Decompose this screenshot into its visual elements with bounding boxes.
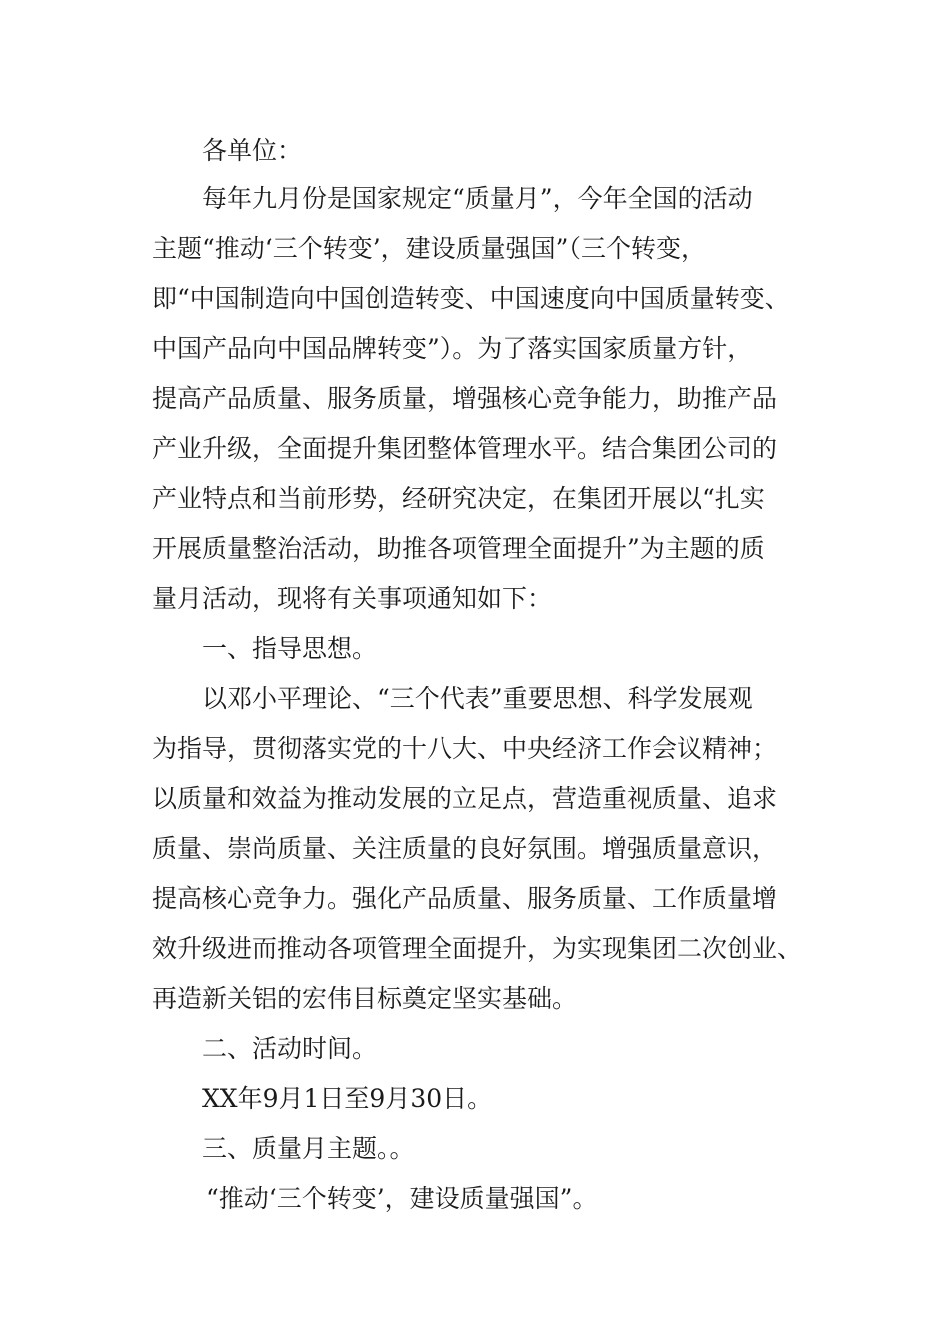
paragraph-line: 产业特点和当前形势，经研究决定，在集团开展以“扎实 <box>152 484 765 513</box>
paragraph-line: 每年九月份是国家规定“质量月”，今年全国的活动 <box>202 184 753 213</box>
section-heading-guiding-ideology: 一、指导思想。 <box>202 634 378 663</box>
paragraph-line: 即“中国制造向中国创造转变、中国速度向中国质量转变、 <box>152 284 790 313</box>
salutation: 各单位： <box>202 136 303 165</box>
paragraph-line: 量月活动，现将有关事项通知如下： <box>152 584 553 613</box>
activity-date-range: XX年9月1日至9月30日。 <box>202 1084 493 1113</box>
theme-slogan: “推动‘三个转变’，建设质量强国”。 <box>206 1184 598 1213</box>
paragraph-line: 质量、崇尚质量、关注质量的良好氛围。增强质量意识， <box>152 834 778 863</box>
paragraph-line: 产业升级，全面提升集团整体管理水平。结合集团公司的 <box>152 434 778 463</box>
section-heading-theme: 三、质量月主题。。 <box>202 1134 415 1163</box>
paragraph-line: 以质量和效益为推动发展的立足点，营造重视质量、追求 <box>152 784 778 813</box>
paragraph-line: 中国产品向中国品牌转变”）。为了落实国家质量方针， <box>152 334 753 363</box>
paragraph-line: 主题“推动‘三个转变’，建设质量强国”（三个转变， <box>152 234 706 263</box>
section-heading-activity-time: 二、活动时间。 <box>202 1034 378 1063</box>
paragraph-line: 效升级进而推动各项管理全面提升，为实现集团二次创业、 <box>152 934 803 963</box>
paragraph-line: 再造新关铝的宏伟目标奠定坚实基础。 <box>152 984 578 1013</box>
paragraph-line: 开展质量整治活动，助推各项管理全面提升”为主题的质 <box>152 534 765 563</box>
paragraph-line: 以邓小平理论、“三个代表”重要思想、科学发展观 <box>202 684 753 713</box>
paragraph-line: 提高产品质量、服务质量，增强核心竞争能力，助推产品 <box>152 384 778 413</box>
paragraph-line: 提高核心竞争力。强化产品质量、服务质量、工作质量增 <box>152 884 778 913</box>
paragraph-line: 为指导，贯彻落实党的十八大、中央经济工作会议精神； <box>152 734 778 763</box>
